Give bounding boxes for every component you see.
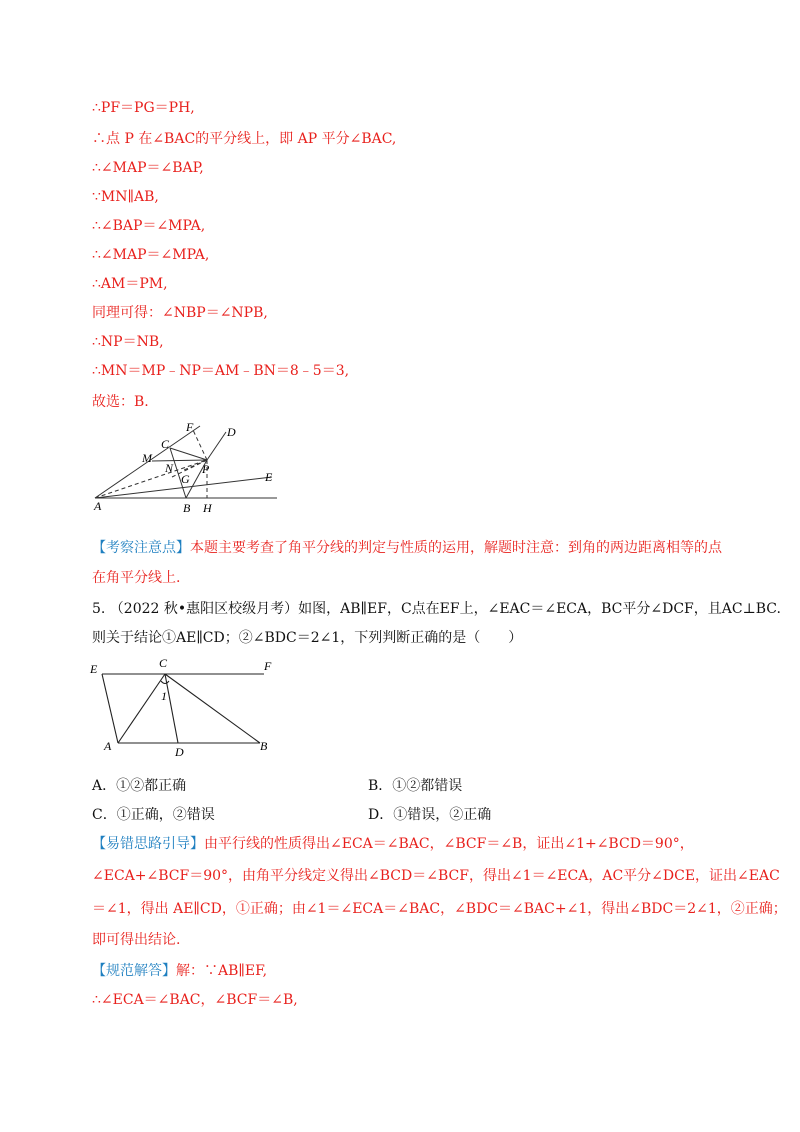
solution-line: ∴AM＝PM, bbox=[92, 276, 168, 292]
figure-label: H bbox=[203, 501, 212, 515]
question-stem: 5. （2022 秋•惠阳区校级月考）如图，AB∥EF，C点在EF上，∠EAC＝∠ECA，BC平分∠DCF，且AC⊥BC. bbox=[92, 601, 781, 617]
solution-line: 同理可得：∠NBP＝∠NPB, bbox=[92, 305, 268, 321]
figure-label: B bbox=[260, 739, 268, 753]
solution-line: ∴点 P 在∠BAC的平分线上，即 AP 平分∠BAC, bbox=[92, 131, 397, 147]
solution-line: ∴∠BAP＝∠MPA, bbox=[92, 218, 206, 234]
answer-tag: 【规范解答】 bbox=[92, 963, 176, 979]
line-cb bbox=[165, 674, 260, 743]
answer-line-2: ∴∠ECA＝∠BAC，∠BCF＝∠B, bbox=[92, 992, 298, 1008]
line-pf bbox=[193, 430, 207, 460]
option-d: D．①错误，②正确 bbox=[368, 807, 492, 823]
geometry-figure-2 bbox=[88, 654, 278, 760]
figure-label: D bbox=[227, 425, 236, 439]
option-b: B．①②都错误 bbox=[368, 778, 463, 794]
solution-line: ∴NP＝NB, bbox=[92, 334, 164, 350]
figure-label: E bbox=[90, 662, 98, 676]
hint-line-2: ∠ECA+∠BCF＝90°，由角平分线定义得出∠BCD＝∠BCF，得出∠1＝∠ECA，AC平分∠DCE，证出∠EAC bbox=[92, 868, 780, 884]
angle-mark bbox=[161, 681, 169, 684]
figure-label: E bbox=[265, 470, 273, 484]
answer-text: 解：∵AB∥EF, bbox=[176, 963, 268, 979]
note-tag: 【考察注意点】 bbox=[92, 540, 190, 556]
figure-label: P bbox=[202, 462, 210, 476]
figure-label: F bbox=[186, 422, 194, 434]
hint-line-3: ＝∠1，得出 AE∥CD，①正确；由∠1＝∠ECA＝∠BAC，∠BDC＝∠BAC+∠1，得出∠BDC＝2∠1，②正确； bbox=[92, 901, 787, 917]
figure-label: M bbox=[142, 451, 152, 465]
figure-label: G bbox=[181, 472, 190, 486]
figure-label: A bbox=[104, 739, 112, 753]
solution-line: 故选：B. bbox=[92, 394, 149, 410]
line-ac bbox=[118, 674, 165, 743]
line-pd bbox=[207, 432, 226, 460]
solution-line: ∴∠MAP＝∠BAP, bbox=[92, 160, 204, 176]
option-c: C．①正确，②错误 bbox=[92, 807, 215, 823]
option-a: A．①②都正确 bbox=[92, 778, 187, 794]
line-cp bbox=[170, 448, 207, 460]
note-line-2: 在角平分线上. bbox=[92, 570, 181, 586]
question-stem-cont: 则关于结论①AE∥CD；②∠BDC＝2∠1，下列判断正确的是（ ） bbox=[92, 630, 523, 646]
note-text: 本题主要考查了角平分线的判定与性质的运用，解题时注意：到角的两边距离相等的点 bbox=[190, 540, 722, 556]
figure-label: D bbox=[175, 745, 184, 759]
hint-tag: 【易错思路引导】 bbox=[92, 836, 204, 852]
line-cd bbox=[165, 674, 178, 743]
hint-line-4: 即可得出结论. bbox=[92, 932, 181, 948]
answer-line-1 bbox=[92, 961, 267, 981]
solution-line: ∴∠MAP＝∠MPA, bbox=[92, 247, 210, 263]
solution-line: ∴PF＝PG＝PH, bbox=[92, 100, 195, 116]
figure-label: C bbox=[161, 437, 170, 451]
figure-label: 1 bbox=[161, 689, 167, 703]
note-line-1 bbox=[92, 538, 722, 558]
line-ae bbox=[102, 674, 118, 743]
hint-text: 由平行线的性质得出∠ECA＝∠BAC，∠BCF＝∠B，证出∠1+∠BCD＝90°， bbox=[204, 836, 694, 852]
figure-label: F bbox=[264, 659, 272, 673]
solution-line: ∴MN＝MP﹣NP＝AM﹣BN＝8﹣5＝3, bbox=[92, 363, 350, 379]
figure-label: B bbox=[183, 501, 191, 515]
solution-line: ∵MN∥AB, bbox=[92, 189, 159, 205]
figure-label: N bbox=[165, 461, 174, 475]
hint-line-1 bbox=[92, 834, 694, 854]
figure-label: A bbox=[94, 499, 102, 513]
line-mn bbox=[152, 460, 207, 461]
line-ap bbox=[95, 460, 207, 498]
geometry-figure-1 bbox=[90, 422, 290, 522]
figure-label: C bbox=[159, 656, 168, 670]
